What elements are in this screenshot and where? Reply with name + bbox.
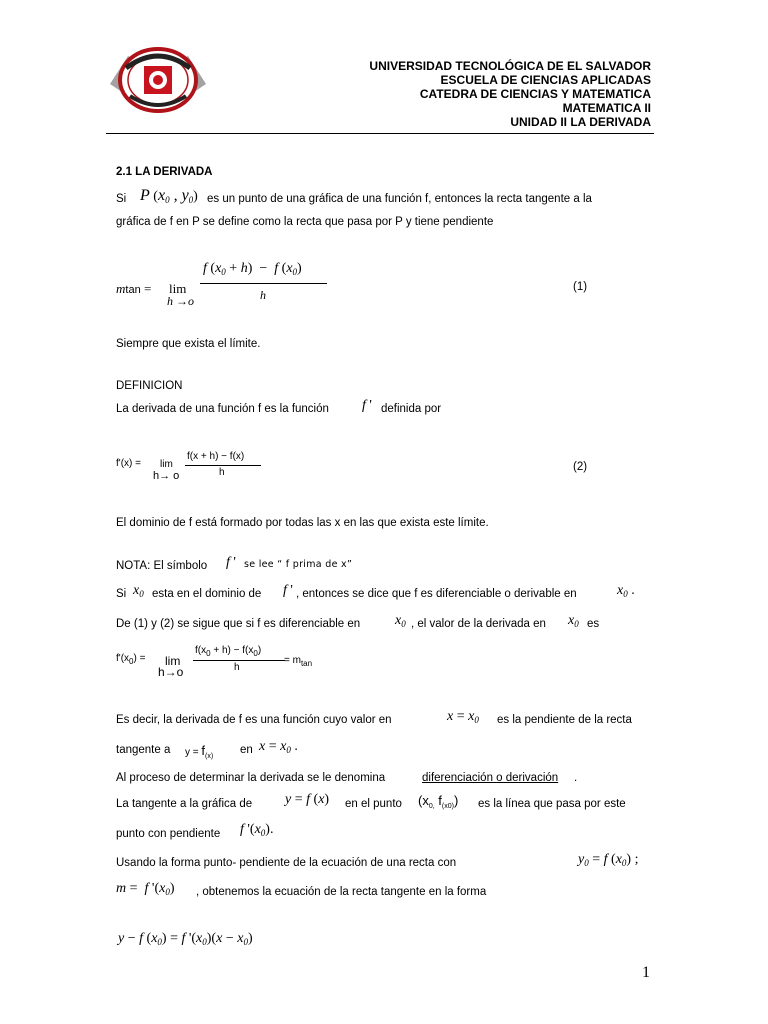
header-unit: UNIDAD II LA DERIVADA <box>510 115 651 129</box>
tang-a: La tangente a la gráfica de <box>116 798 253 810</box>
after-eq1: Siempre que exista el límite. <box>116 338 261 350</box>
obtenemos-text: , obtenemos la ecuación de la recta tangente en la forma <box>196 886 487 898</box>
esdecir-b: es la pendiente de la recta <box>497 714 632 726</box>
eq1-number: (1) <box>573 281 588 293</box>
de12-x0-b: $x_0$ <box>568 613 579 629</box>
eq2-fraction-bar <box>185 465 261 466</box>
p1-text: es un punto de una gráfica de una función f, entonces la recta tangente a la <box>207 193 592 205</box>
header-university: UNIVERSIDAD TECNOLÓGICA DE EL SALVADOR <box>369 59 651 73</box>
tangente-a: tangente a <box>116 744 171 756</box>
tang-c: es la línea que pasa por este <box>478 798 626 810</box>
eq3-numerator: $f(x_0 + h) - f(x_0)$ <box>195 645 262 658</box>
proceso-end: . <box>574 772 578 784</box>
tang-point: ($x_{0,}$ $f_{(x0)}$) <box>418 793 459 810</box>
def-text: La derivada de una función f es la función <box>116 403 329 415</box>
m-eq: m = f '$(x_0)$ <box>116 881 175 897</box>
definition-heading: DEFINICION <box>116 380 183 392</box>
esdecir-eq: $x = x_0$ <box>447 709 479 725</box>
university-seal-logo <box>106 44 210 114</box>
eq3-rhs: = $m_{tan}$ <box>284 655 313 668</box>
f-prime-symbol: f ' <box>362 398 372 413</box>
proceso-a: Al proceso de determinar la derivada se le denomina <box>116 772 386 784</box>
header-course: MATEMATICA II <box>562 101 651 115</box>
eq2-numerator: f(x + h) − f(x) <box>187 451 245 462</box>
eq2-lim-sub: h→ o <box>153 470 180 482</box>
tangent-line-equation: y − f $(x_0) = f$ '$(x_0)(x - x_0)$ <box>118 931 253 947</box>
tang-b: en el punto <box>345 798 402 810</box>
de12-b: , el valor de la derivada en <box>411 618 546 630</box>
header-divider <box>106 133 654 134</box>
eq3-lim-sub: h→o <box>158 665 184 679</box>
eq2-lhs: f'(x) = <box>116 458 141 469</box>
eq1-denominator: h <box>260 288 266 302</box>
p1-si: Si <box>116 193 127 205</box>
de12-c: es <box>587 618 600 630</box>
p1-line2: gráfica de f en P se define como la recta que pasa por P y tiene pendiente <box>116 216 494 228</box>
usando-text: Usando la forma punto- pendiente de la ecuación de una recta con <box>116 857 457 869</box>
tangente-y-eq: $y = f_{(x)}$ <box>185 743 214 760</box>
nota-read: se lee “ f prima de x” <box>244 559 353 570</box>
eq1-lim: lim <box>169 281 187 296</box>
section-title: 2.1 LA DERIVADA <box>116 166 213 178</box>
dominio-text: El dominio de f está formado por todas las x en las que exista este límite. <box>116 517 489 529</box>
tangente-en: en <box>240 744 253 756</box>
eq1-fraction-bar <box>200 283 327 284</box>
si2-a: Si <box>116 588 127 600</box>
eq3-lim: lim <box>165 654 181 668</box>
eq1-numerator: f $(x_0 + h) - f$ $(x_0)$ <box>203 261 302 277</box>
esdecir-a: Es decir, la derivada de f es una función cuyo valor en <box>116 714 392 726</box>
de12-a: De (1) y (2) se sigue que si f es diferenciable en <box>116 618 361 630</box>
usando-y0: $y_0 = f$ $(x_0)$ ; <box>578 852 639 868</box>
eq3-denominator: h <box>234 662 240 673</box>
eq1-lim-sub: h →o <box>167 294 194 308</box>
si2-b: esta en el dominio de <box>152 588 262 600</box>
tang-y-fx: y = f (x) <box>285 792 330 807</box>
punto-a: punto con pendiente <box>116 828 221 840</box>
proceso-link: diferenciación o derivación <box>422 772 559 784</box>
si2-x0-end: $x_0$ . <box>617 583 635 599</box>
punto-fprime: f '$(x_0)$. <box>240 822 274 838</box>
si2-c: , entonces se dice que f es diferenciable o derivable en <box>296 588 577 600</box>
eq2-denominator: h <box>219 467 225 478</box>
eq2-number: (2) <box>573 461 588 473</box>
de12-x0: $x_0$ <box>395 613 406 629</box>
def-text-end: definida por <box>381 403 442 415</box>
tangente-x-eq: $x = x_0$ . <box>259 739 298 755</box>
eq2-lim: lim <box>160 459 173 470</box>
eq1-mtan: mtan = <box>116 281 152 296</box>
eq3-fraction-bar <box>193 660 285 661</box>
si2-x0: $x_0$ <box>133 583 144 599</box>
nota-label: NOTA: El símbolo <box>116 560 208 572</box>
point-p-formula: P ($x_0$ , $y_0$) <box>140 187 198 205</box>
eq3-lhs: $f'(x_0)$ = <box>116 653 146 666</box>
si2-f-prime: f ' <box>283 583 293 598</box>
header-department: CATEDRA DE CIENCIAS Y MATEMATICA <box>419 87 651 101</box>
page-number: 1 <box>642 964 650 981</box>
header-school: ESCUELA DE CIENCIAS APLICADAS <box>440 73 651 87</box>
nota-f-prime: f ' <box>226 555 236 570</box>
